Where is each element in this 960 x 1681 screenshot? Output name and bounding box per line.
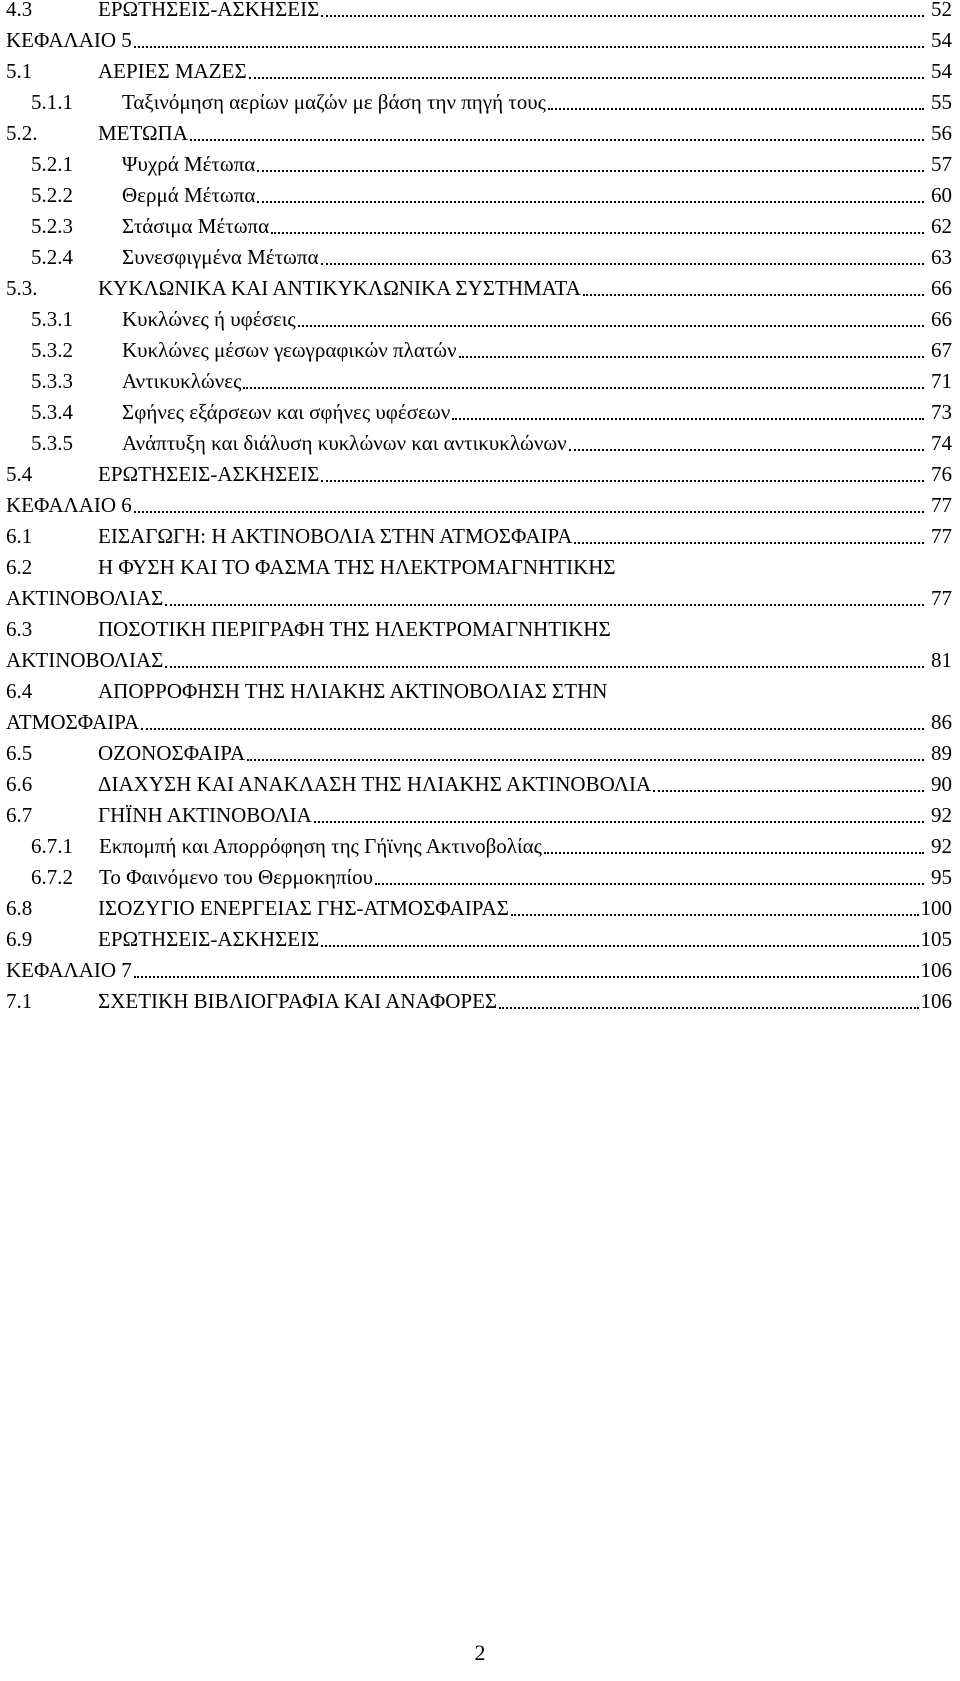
toc-entry-number: 5.1 xyxy=(6,59,33,83)
toc-entry[interactable] xyxy=(6,242,952,273)
toc-entry-title: ΙΣΟΖΥΓΙΟ ΕΝΕΡΓΕΙΑΣ ΓΗΣ-ΑΤΜΟΣΦΑΙΡΑΣ xyxy=(98,896,509,920)
dot-leader xyxy=(544,852,924,854)
dot-leader xyxy=(134,511,924,513)
toc-entry[interactable] xyxy=(6,397,952,428)
toc-entry-title: ΚΕΦΑΛΑΙΟ 6 xyxy=(6,493,132,517)
dot-leader xyxy=(257,170,924,172)
toc-entry[interactable] xyxy=(6,986,952,1017)
dot-leader xyxy=(321,945,918,947)
dot-leader xyxy=(321,480,924,482)
toc-entry-title: ΣΧΕΤΙΚΗ ΒΙΒΛΙΟΓΡΑΦΙΑ ΚΑΙ ΑΝΑΦΟΡΕΣ xyxy=(98,989,498,1013)
toc-entry-page: 55 xyxy=(931,90,952,114)
dot-leader xyxy=(247,759,924,761)
toc-entry-title-continued: ΑΚΤΙΝΟΒΟΛΙΑΣ xyxy=(6,648,164,672)
toc-entry-number: 6.2 xyxy=(6,555,33,579)
toc-entry-number: 5.3.4 xyxy=(31,400,73,424)
toc-entry-number: 5.3. xyxy=(6,276,38,300)
toc-entry-page: 67 xyxy=(931,338,952,362)
table-of-contents xyxy=(6,0,952,1017)
dot-leader xyxy=(249,77,924,79)
toc-entry-title: Εκπομπή και Απορρόφηση της Γήϊνης Ακτινοβολίας xyxy=(99,834,542,858)
toc-entry-title: ΕΡΩΤΗΣΕΙΣ-ΑΣΚΗΣΕΙΣ xyxy=(98,462,320,486)
toc-entry-page: 57 xyxy=(931,152,952,176)
toc-entry[interactable] xyxy=(6,459,952,490)
toc-entry-title: ΕΡΩΤΗΣΕΙΣ-ΑΣΚΗΣΕΙΣ xyxy=(98,0,320,21)
dot-leader xyxy=(548,108,924,110)
toc-entry-number: 6.6 xyxy=(6,772,33,796)
toc-entry[interactable] xyxy=(6,831,952,862)
dot-leader xyxy=(243,387,924,389)
toc-entry-title: ΚΕΦΑΛΑΙΟ 7 xyxy=(6,958,132,982)
toc-entry-page: 81 xyxy=(931,648,952,672)
toc-entry-title: Το Φαινόμενο του Θερμοκηπίου xyxy=(99,865,373,889)
toc-entry-page: 63 xyxy=(931,245,952,269)
toc-entry-page: 52 xyxy=(931,0,952,21)
dot-leader xyxy=(583,294,924,296)
toc-entry[interactable] xyxy=(6,769,952,800)
toc-entry[interactable] xyxy=(6,893,952,924)
toc-entry-page: 77 xyxy=(931,524,952,548)
dot-leader xyxy=(298,325,924,327)
toc-entry-number: 6.7 xyxy=(6,803,33,827)
toc-entry-number: 5.1.1 xyxy=(31,90,73,114)
toc-entry-title: Αντικυκλώνες xyxy=(122,369,242,393)
dot-leader xyxy=(574,542,924,544)
toc-entry-page: 54 xyxy=(931,59,952,83)
toc-entry[interactable] xyxy=(6,87,952,118)
toc-entry-number: 6.1 xyxy=(6,524,33,548)
toc-entry-number: 6.7.1 xyxy=(31,834,73,858)
toc-entry-title: Ψυχρά Μέτωπα xyxy=(122,152,256,176)
toc-entry[interactable] xyxy=(6,366,952,397)
toc-entry-title: Κυκλώνες ή υφέσεις xyxy=(122,307,296,331)
toc-entry-continuation[interactable] xyxy=(6,583,952,614)
toc-entry-title: ΑΕΡΙΕΣ ΜΑΖΕΣ xyxy=(98,59,247,83)
toc-entry-title: ΚΥΚΛΩΝΙΚΑ ΚΑΙ ΑΝΤΙΚΥΚΛΩΝΙΚΑ ΣΥΣΤΗΜΑΤΑ xyxy=(98,276,581,300)
toc-entry[interactable] xyxy=(6,552,952,583)
toc-entry-title-continued: ΑΤΜΟΣΦΑΙΡΑ xyxy=(6,710,140,734)
toc-entry[interactable] xyxy=(6,738,952,769)
toc-entry-page: 56 xyxy=(931,121,952,145)
toc-entry-page: 62 xyxy=(931,214,952,238)
dot-leader xyxy=(134,46,924,48)
toc-entry-title: ΟΖΟΝΟΣΦΑΙΡΑ xyxy=(98,741,246,765)
dot-leader xyxy=(190,139,924,141)
toc-entry-number: 6.5 xyxy=(6,741,33,765)
toc-entry[interactable] xyxy=(6,428,952,459)
dot-leader xyxy=(499,1007,918,1009)
toc-entry-page: 54 xyxy=(931,28,952,52)
toc-entry-continuation[interactable] xyxy=(6,707,952,738)
toc-entry-page: 71 xyxy=(931,369,952,393)
dot-leader xyxy=(165,604,924,606)
toc-entry-title: ΜΕΤΩΠΑ xyxy=(98,121,188,145)
toc-entry-page: 76 xyxy=(931,462,952,486)
toc-entry-title: Κυκλώνες μέσων γεωγραφικών πλατών xyxy=(122,338,457,362)
toc-entry-number: 6.4 xyxy=(6,679,33,703)
toc-entry[interactable] xyxy=(6,273,952,304)
toc-entry-page: 100 xyxy=(920,896,952,920)
toc-entry-title: Συνεσφιγμένα Μέτωπα xyxy=(122,245,319,269)
toc-entry-number: 5.3.1 xyxy=(31,307,73,331)
toc-entry[interactable] xyxy=(6,304,952,335)
dot-leader xyxy=(271,232,924,234)
toc-entry[interactable] xyxy=(6,490,952,521)
toc-entry-page: 60 xyxy=(931,183,952,207)
toc-entry-title: Στάσιμα Μέτωπα xyxy=(122,214,270,238)
toc-entry-page: 92 xyxy=(931,803,952,827)
toc-entry-title: Σφήνες εξάρσεων και σφήνες υφέσεων xyxy=(122,400,451,424)
dot-leader xyxy=(314,821,924,823)
dot-leader xyxy=(653,790,924,792)
toc-entry-title-continued: ΑΚΤΙΝΟΒΟΛΙΑΣ xyxy=(6,586,164,610)
toc-entry-number: 5.3.2 xyxy=(31,338,73,362)
toc-entry-title: ΔΙΑΧΥΣΗ ΚΑΙ ΑΝΑΚΛΑΣΗ ΤΗΣ ΗΛΙΑΚΗΣ ΑΚΤΙΝΟΒΟΛΙΑ xyxy=(98,772,652,796)
dot-leader xyxy=(459,356,924,358)
toc-entry[interactable] xyxy=(6,614,952,645)
toc-entry-title: Θερμά Μέτωπα xyxy=(122,183,256,207)
toc-entry-continuation[interactable] xyxy=(6,645,952,676)
toc-entry-number: 6.8 xyxy=(6,896,33,920)
toc-entry[interactable] xyxy=(6,149,952,180)
toc-entry-number: 5.4 xyxy=(6,462,33,486)
dot-leader xyxy=(569,449,924,451)
toc-entry-title: ΑΠΟΡΡΟΦΗΣΗ ΤΗΣ ΗΛΙΑΚΗΣ ΑΚΤΙΝΟΒΟΛΙΑΣ ΣΤΗΝ xyxy=(98,679,608,703)
toc-entry-number: 6.3 xyxy=(6,617,33,641)
toc-entry-number: 6.7.2 xyxy=(31,865,73,889)
toc-entry[interactable] xyxy=(6,0,952,25)
toc-entry-title: ΕΙΣΑΓΩΓΗ: Η ΑΚΤΙΝΟΒΟΛΙΑ ΣΤΗΝ ΑΤΜΟΣΦΑΙΡΑ xyxy=(98,524,573,548)
toc-entry-page: 89 xyxy=(931,741,952,765)
dot-leader xyxy=(321,263,925,265)
toc-entry-number: 5.2.1 xyxy=(31,152,73,176)
toc-entry[interactable] xyxy=(6,521,952,552)
toc-entry-title: ΓΗΪΝΗ ΑΚΤΙΝΟΒΟΛΙΑ xyxy=(98,803,312,827)
toc-entry-page: 77 xyxy=(931,493,952,517)
dot-leader xyxy=(375,883,924,885)
toc-entry-title: ΚΕΦΑΛΑΙΟ 5 xyxy=(6,28,132,52)
toc-entry[interactable] xyxy=(6,924,952,955)
toc-entry-page: 106 xyxy=(920,989,952,1013)
toc-entry[interactable] xyxy=(6,676,952,707)
toc-entry[interactable] xyxy=(6,800,952,831)
toc-entry[interactable] xyxy=(6,955,952,986)
toc-entry-number: 5.2. xyxy=(6,121,38,145)
toc-entry-page: 106 xyxy=(920,958,952,982)
toc-entry[interactable] xyxy=(6,25,952,56)
toc-entry-page: 90 xyxy=(931,772,952,796)
dot-leader xyxy=(165,666,924,668)
dot-leader xyxy=(141,728,924,730)
toc-entry-number: 4.3 xyxy=(6,0,33,21)
toc-entry-number: 6.9 xyxy=(6,927,33,951)
toc-entry[interactable] xyxy=(6,180,952,211)
dot-leader xyxy=(452,418,924,420)
toc-entry-page: 92 xyxy=(931,834,952,858)
toc-entry-page: 73 xyxy=(931,400,952,424)
toc-entry-page: 66 xyxy=(931,307,952,331)
toc-entry-number: 5.2.4 xyxy=(31,245,73,269)
dot-leader xyxy=(134,976,919,978)
dot-leader xyxy=(257,201,924,203)
toc-entry-number: 5.3.5 xyxy=(31,431,73,455)
toc-entry-page: 77 xyxy=(931,586,952,610)
toc-entry-page: 95 xyxy=(931,865,952,889)
toc-entry-number: 5.2.2 xyxy=(31,183,73,207)
toc-entry-page: 74 xyxy=(931,431,952,455)
toc-entry-title: Η ΦΥΣΗ ΚΑΙ ΤΟ ΦΑΣΜΑ ΤΗΣ ΗΛΕΚΤΡΟΜΑΓΝΗΤΙΚΗΣ xyxy=(98,555,616,579)
toc-entry-title: ΕΡΩΤΗΣΕΙΣ-ΑΣΚΗΣΕΙΣ xyxy=(98,927,320,951)
toc-entry-title: Ταξινόμηση αερίων μαζών με βάση την πηγή τους xyxy=(122,90,546,114)
toc-entry-number: 5.2.3 xyxy=(31,214,73,238)
toc-entry-page: 105 xyxy=(920,927,952,951)
toc-entry[interactable] xyxy=(6,862,952,893)
dot-leader xyxy=(511,914,919,916)
toc-entry-number: 7.1 xyxy=(6,989,33,1013)
dot-leader xyxy=(321,15,924,17)
toc-entry[interactable] xyxy=(6,335,952,366)
toc-entry[interactable] xyxy=(6,211,952,242)
toc-entry-number: 5.3.3 xyxy=(31,369,73,393)
toc-entry[interactable] xyxy=(6,118,952,149)
toc-entry-title: ΠΟΣΟΤΙΚΗ ΠΕΡΙΓΡΑΦΗ ΤΗΣ ΗΛΕΚΤΡΟΜΑΓΝΗΤΙΚΗΣ xyxy=(98,617,611,641)
toc-entry-page: 66 xyxy=(931,276,952,300)
toc-entry-title: Ανάπτυξη και διάλυση κυκλώνων και αντικυκλώνων xyxy=(122,431,567,455)
toc-entry-page: 86 xyxy=(931,710,952,734)
toc-entry[interactable] xyxy=(6,56,952,87)
page-number: 2 xyxy=(474,1640,486,1665)
